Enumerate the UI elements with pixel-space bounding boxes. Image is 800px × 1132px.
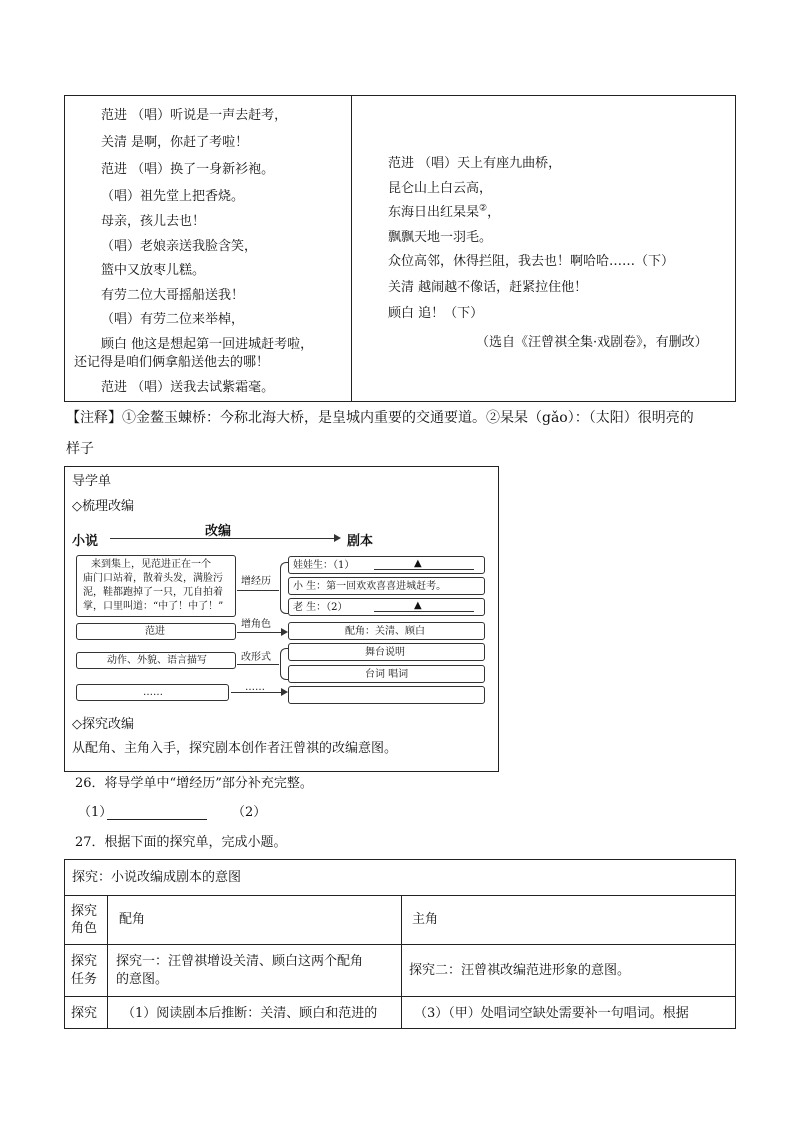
novel-label: 小说	[72, 534, 99, 549]
source-citation: （选自《汪曾祺全集·戏剧卷》，有删改）	[476, 335, 708, 350]
annotation-note-cont: 样子	[66, 441, 94, 457]
stage-direction-box	[288, 643, 485, 661]
row-label: 娃娃生：（1）	[293, 560, 355, 571]
connector-line	[231, 692, 281, 693]
excerpt-line: 掌，口里叫道：“中了！中了！”	[83, 601, 224, 612]
connector-line	[237, 664, 279, 665]
add-experience-label: 增经历	[241, 576, 271, 587]
script-line: 顾白 他这是想起第一回进城赶考啦，	[101, 337, 314, 352]
experience-row-3	[288, 598, 485, 616]
table-rule	[401, 895, 402, 1029]
row-header: 任务	[71, 972, 98, 987]
connector-line	[237, 632, 281, 633]
table-cell: （3）（甲）处唱词空缺处需要补一句唱词。根据	[414, 1006, 689, 1021]
box-label: ……	[143, 687, 163, 698]
change-form-label: 改形式	[241, 652, 271, 663]
script-table-divider	[351, 95, 352, 402]
blank-marker-icon: ▲	[414, 600, 422, 611]
brace-icon	[280, 562, 288, 614]
excerpt-line: 泥，鞋都跑掉了一只，兀自拍着	[83, 587, 223, 598]
ellipsis-box	[76, 684, 229, 701]
row-header: 探究	[71, 954, 98, 969]
q26-blank-1-label: （1）	[78, 805, 113, 820]
answer-blank[interactable]	[374, 611, 474, 612]
script-line: 飘飘天地一羽毛。	[388, 230, 493, 245]
connector-line	[237, 590, 279, 591]
table-cell: 探究二：汪曾祺改编范进形象的意图。	[409, 963, 631, 978]
probe-title: 探究：小说改编成剧本的意图	[72, 870, 242, 885]
script-line: 还记得是咱们俩拿船送他去的哪！	[74, 355, 270, 370]
row-label: 小 生：第一回欢欢喜喜进城赶考。	[293, 581, 447, 592]
column-header-support: 配角	[119, 912, 146, 927]
column-header-main: 主角	[412, 912, 439, 927]
script-line: 昆仑山上白云高，	[388, 181, 493, 196]
box-label: 配角：关清、顾白	[345, 626, 425, 637]
box-label: 台词 唱词	[365, 669, 409, 680]
blank-marker-icon: ▲	[414, 558, 422, 569]
lines-box	[288, 665, 485, 683]
table-cell: 探究一：汪曾祺增设关清、顾白这两个配角	[116, 954, 364, 969]
script-line: 众位高邻，休得拦阻，我去也！啊哈哈……（下）	[388, 254, 675, 269]
excerpt-line: 来到集上，见范进正在一个	[91, 559, 211, 570]
script-line: 东海日出红杲杲②，	[388, 203, 501, 220]
table-rule	[64, 996, 736, 997]
q26-answer-blank-1[interactable]	[107, 819, 207, 820]
arrow-head-icon	[281, 688, 288, 696]
script-line: 范进 （唱）换了一身新衫袍。	[101, 162, 275, 177]
annotation-note: 【注释】①金鳌玉蝀桥：今称北海大桥，是皇城内重要的交通要道。②杲杲（gǎo）：（太阳）很明亮的	[66, 410, 694, 426]
box-label: 舞台说明	[365, 647, 405, 658]
arrow-head-icon	[334, 534, 341, 542]
table-cell: 的意图。	[116, 972, 169, 987]
row-header: 探究	[71, 904, 98, 919]
script-line: （唱）老娘亲送我脸含笑，	[101, 239, 258, 254]
script-line: 有劳二位大哥摇船送我！	[101, 288, 245, 303]
add-role-label: 增角色	[241, 619, 271, 630]
script-line: （唱）有劳二位来举棹，	[101, 312, 245, 327]
box-label: 动作、外貌、语言描写	[107, 655, 207, 666]
script-line: 篮中又放枣儿糕。	[101, 263, 206, 278]
table-rule	[107, 895, 108, 1029]
table-cell: （1）阅读剧本后推断：关清、顾白和范进的	[122, 1006, 378, 1021]
script-line: 范进 （唱）听说是一声去赶考，	[101, 108, 288, 123]
script-line: 顾白 追！（下）	[388, 306, 484, 321]
excerpt-line: 庙门口站着，散着头发，满脸污	[83, 573, 223, 584]
script-line-text: 东海日出红杲杲	[388, 205, 480, 220]
script-line: 范进 （唱）送我去试紫霜毫。	[101, 380, 275, 395]
adapt-label: 改编	[205, 524, 232, 539]
row-header: 探究	[71, 1006, 98, 1021]
script-line: 关清 越闹越不像话，赶紧拉住他！	[388, 280, 588, 295]
novel-excerpt-box	[76, 555, 236, 617]
fanjin-box	[76, 623, 236, 640]
footnote-marker: ②	[479, 203, 488, 214]
guide-title: 导学单	[72, 474, 112, 489]
guide-intro: 从配角、主角入手，探究剧本创作者汪曾祺的改编意图。	[72, 741, 398, 756]
script-line: （唱）祖先堂上把香烧。	[101, 189, 245, 204]
box-label: 范进	[145, 626, 165, 637]
ellipsis-label: ……	[245, 682, 265, 693]
script-line: 关清 是啊，你赶了考啦！	[101, 135, 249, 150]
table-rule	[64, 944, 736, 945]
section-heading: ◇探究改编	[72, 717, 134, 732]
experience-row-1	[288, 556, 485, 574]
experience-row-2	[288, 577, 485, 595]
question-26: 26．将导学单中“增经历”部分补充完整。	[75, 776, 313, 791]
answer-blank[interactable]	[374, 569, 474, 570]
support-roles-box	[288, 622, 485, 640]
row-header: 角色	[71, 921, 98, 936]
table-rule	[64, 895, 736, 896]
section-heading: ◇梳理改编	[72, 499, 134, 514]
description-box	[76, 652, 236, 669]
script-line: 范进 （唱）天上有座九曲桥，	[388, 156, 562, 171]
q26-blank-2-label: （2）	[232, 805, 267, 820]
ellipsis-result-box	[288, 686, 485, 704]
adapt-arrow	[110, 538, 334, 539]
row-label: 老 生：（2）	[293, 602, 348, 613]
arrow-head-icon	[281, 628, 288, 636]
play-label: 剧本	[347, 534, 374, 549]
brace-icon	[280, 648, 288, 680]
script-line: 母亲，孩儿去也！	[101, 214, 206, 229]
question-27: 27．根据下面的探究单，完成小题。	[75, 835, 287, 850]
